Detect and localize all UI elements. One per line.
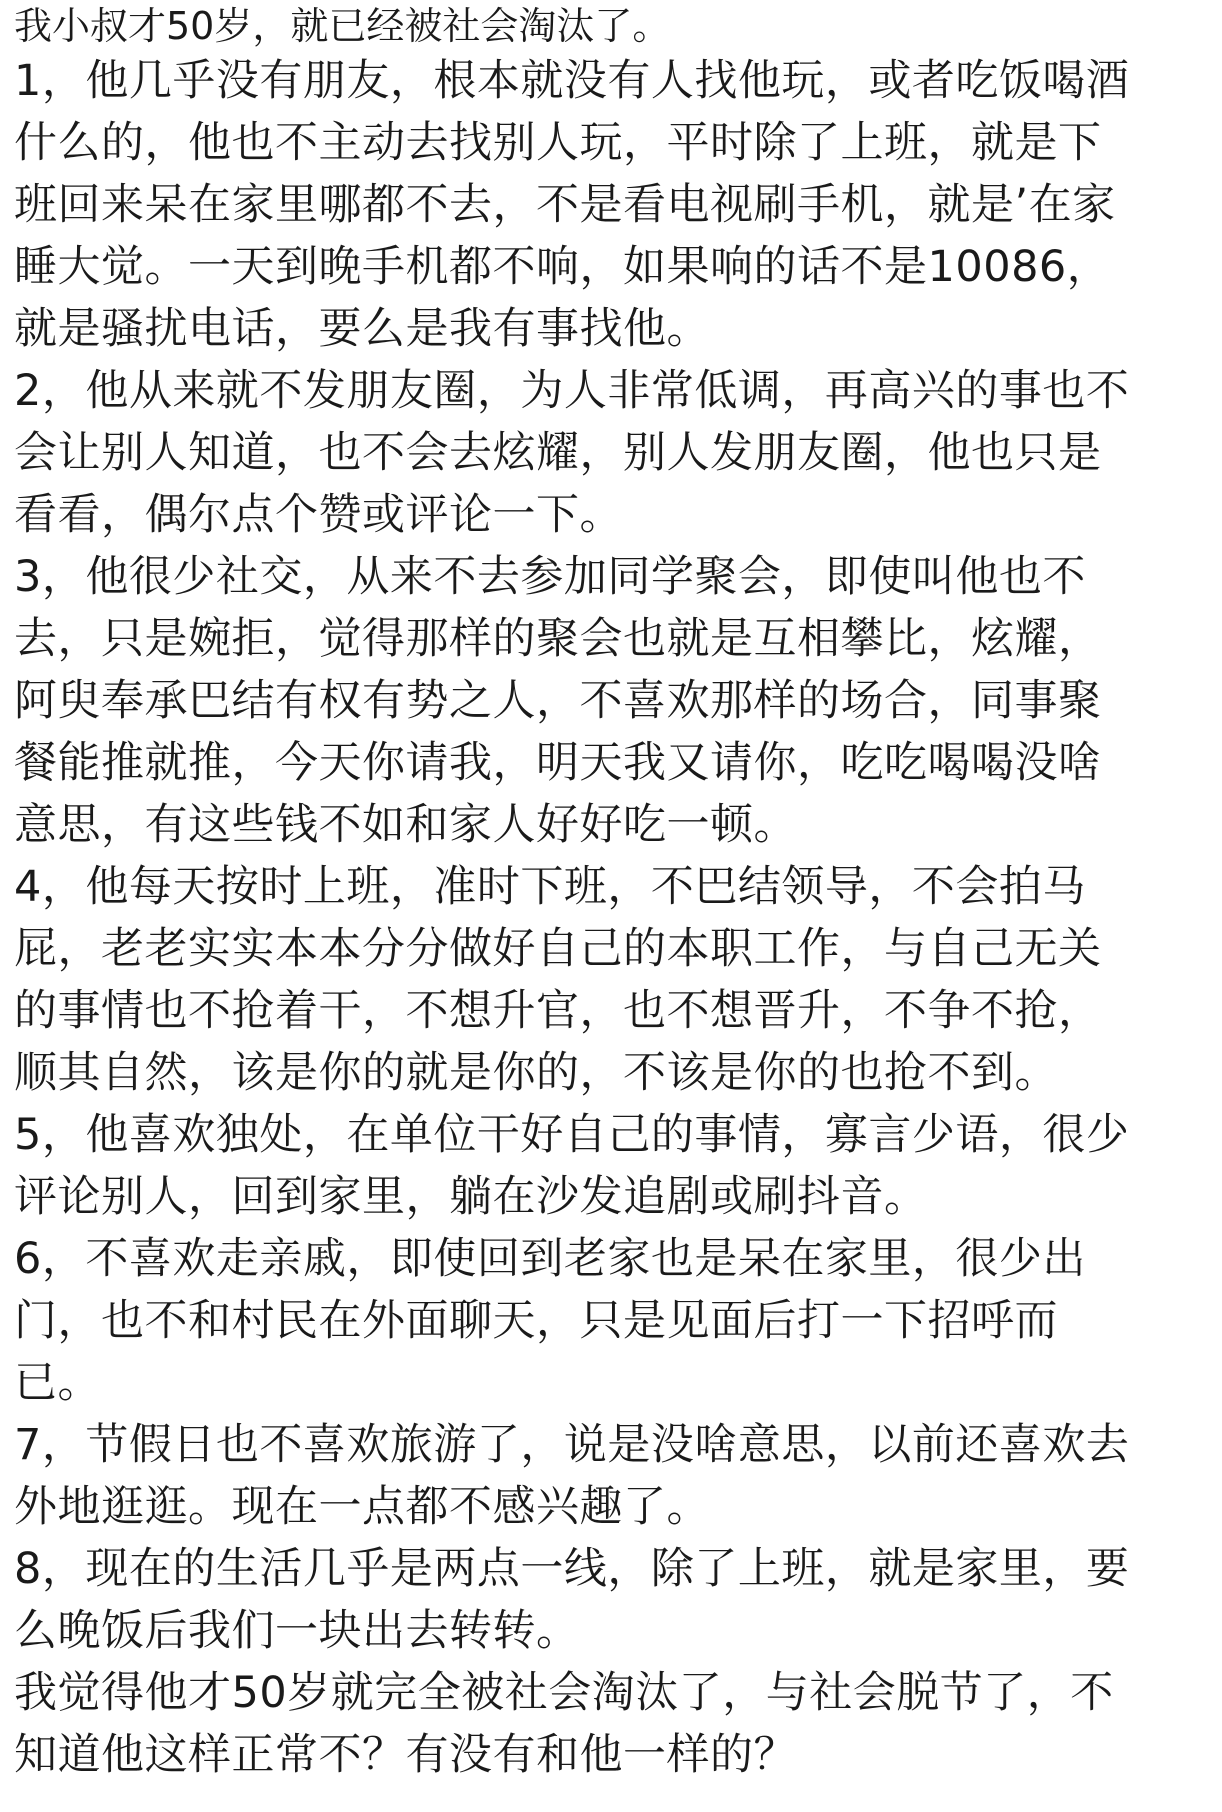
- post-title: 我小叔才50岁，就已经被社会淘汰了。: [14, 4, 671, 48]
- paragraph-item-3: 3，他很少社交，从来不去参加同学聚会，即使叫他也不 去，只是婉拒，觉得那样的聚会也就是互相攀比，炫耀， 阿臾奉承巴结有权有势之人，不喜欢那样的场合，同事聚 餐能推就推，今天你请我，明天我又请你，吃吃喝喝没啥 意思，有这些钱不如和家人好好吃一顿。: [14, 552, 1102, 850]
- closing-question: 我觉得他才50岁就完全被社会淘汰了，与社会脱节了，不 知道他这样正常不？有没有和他一样的？: [14, 1668, 1114, 1780]
- paragraph-item-7: 7，节假日也不喜欢旅游了，说是没啥意思，以前还喜欢去 外地逛逛。现在一点都不感兴趣了。: [14, 1420, 1130, 1532]
- paragraph-item-5: 5，他喜欢独处，在单位干好自己的事情，寡言少语，很少 评论别人，回到家里，躺在沙发追剧或刷抖音。: [14, 1110, 1130, 1222]
- paragraph-item-6: 6，不喜欢走亲戚，即使回到老家也是呆在家里，很少出 门，也不和村民在外面聊天，只是见面后打一下招呼而 已。: [14, 1234, 1086, 1408]
- paragraph-item-8: 8，现在的生活几乎是两点一线，除了上班，就是家里，要 么晚饭后我们一块出去转转。: [14, 1544, 1130, 1656]
- paragraph-item-1: 1，他几乎没有朋友，根本就没有人找他玩，或者吃饭喝酒 什么的，他也不主动去找别人玩，平时除了上班，就是下 班回来呆在家里哪都不去，不是看电视刷手机，就是’在家 睡大觉。一天到晚手机都不响，如果响的话不是10086， 就是骚扰电话，要么是我有事找他。: [14, 56, 1130, 354]
- paragraph-item-2: 2，他从来就不发朋友圈，为人非常低调，再高兴的事也不 会让别人知道，也不会去炫耀，别人发朋友圈，他也只是 看看，偶尔点个赞或评论一下。: [14, 366, 1130, 540]
- paragraph-item-4: 4，他每天按时上班，准时下班，不巴结领导，不会拍马 屁，老老实实本本分分做好自己的本职工作，与自己无关 的事情也不抢着干，不想升官，也不想晋升，不争不抢， 顺其自然，该是你的就是你的，不该是你的也抢不到。: [14, 862, 1102, 1098]
